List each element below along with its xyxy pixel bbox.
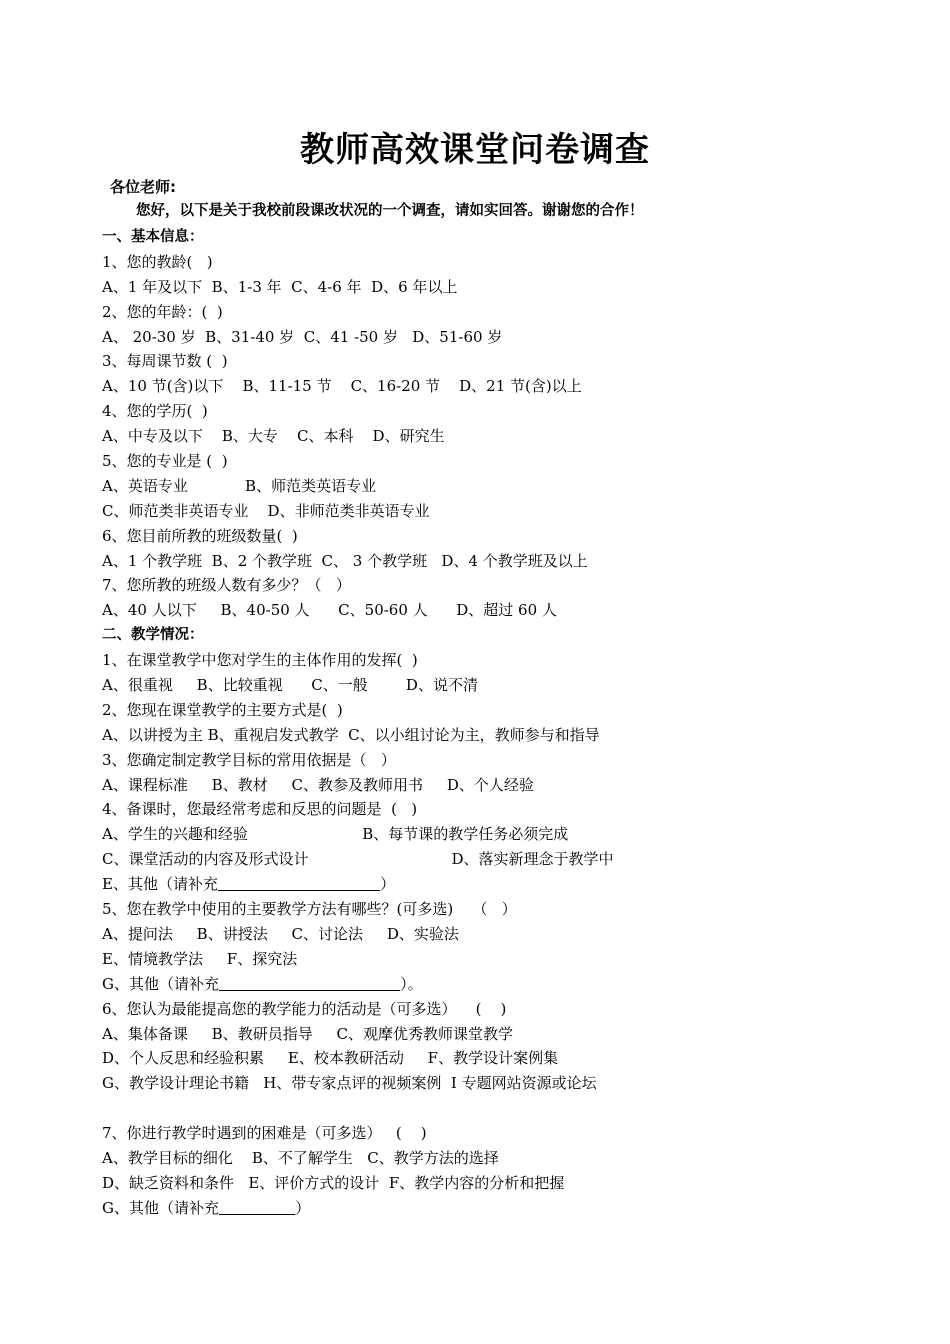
survey-line: A、1 个教学班 B、2 个教学班 C、 3 个教学班 D、4 个教学班及以上	[102, 551, 588, 570]
fill-in-label: G、其他（请补充	[102, 974, 219, 993]
survey-line: D、个人反思和经验积累 E、校本教研活动 F、教学设计案例集	[102, 1049, 559, 1068]
survey-line: 7、您所教的班级人数有多少？（ ）	[102, 576, 351, 595]
survey-line: G、教学设计理论书籍 H、带专家点评的视频案例 I 专题网站资源或论坛	[102, 1074, 597, 1093]
section-heading: 二、教学情况：	[102, 627, 204, 644]
survey-line: 4、备课时，您最经常考虑和反思的问题是 ( )	[102, 800, 418, 819]
survey-line: 3、每周课节数 ( )	[102, 352, 228, 371]
survey-line: D、缺乏资料和条件 E、评价方式的设计 F、教学内容的分析和把握	[102, 1173, 565, 1192]
survey-line: 5、您在教学中使用的主要教学方法有哪些？(可多选) （ ）	[102, 900, 517, 919]
survey-line: A、提问法 B、讲授法 C、讨论法 D、实验法	[102, 924, 459, 943]
survey-line: A、英语专业 B、师范类英语专业	[102, 476, 377, 495]
survey-line: A、 20-30 岁 B、31-40 岁 C、41 -50 岁 D、51-60 岁	[102, 327, 503, 346]
survey-line: A、中专及以下 B、大专 C、本科 D、研究生	[102, 427, 445, 446]
survey-line: E、情境教学法 F、探究法	[102, 949, 298, 968]
survey-line: A、40 人以下 B、40-50 人 C、50-60 人 D、超过 60 人	[102, 601, 557, 620]
survey-line: A、学生的兴趣和经验 B、每节课的教学任务必须完成	[102, 825, 569, 844]
survey-line: A、课程标准 B、教材 C、教参及教师用书 D、个人经验	[102, 775, 534, 794]
fill-in-blank[interactable]	[219, 1199, 295, 1217]
fill-in-close: ）	[295, 1198, 311, 1217]
survey-line: C、师范类非英语专业 D、非师范类非英语专业	[102, 501, 430, 520]
survey-line: 2、您现在课堂教学的主要方式是( )	[102, 700, 343, 719]
fill-in-label: E、其他（请补充	[102, 875, 218, 894]
fill-in-label: G、其他（请补充	[102, 1198, 219, 1217]
survey-line: 6、您目前所教的班级数量( )	[102, 526, 298, 545]
fill-in-blank[interactable]	[218, 875, 380, 893]
survey-line: A、1 年及以下 B、1-3 年 C、4-6 年 D、6 年以上	[102, 277, 458, 296]
survey-line: 4、您的学历( )	[102, 402, 208, 421]
fill-in-line	[102, 1196, 902, 1221]
greeting: 各位老师:	[110, 178, 176, 196]
fill-in-blank[interactable]	[219, 975, 400, 993]
survey-line: 7、你进行教学时遇到的困难是（可多选） ( )	[102, 1124, 427, 1143]
survey-line: A、教学目标的细化 B、不了解学生 C、教学方法的选择	[102, 1148, 499, 1167]
page-title: 教师高效课堂问卷调查	[300, 130, 650, 170]
section-heading: 一、基本信息：	[102, 229, 204, 245]
intro-text: 您好，以下是关于我校前段课改状况的一个调查，请如实回答。谢谢您的合作！	[136, 203, 644, 219]
survey-line: A、以讲授为主 B、重视启发式教学 C、以小组讨论为主，教师参与和指导	[102, 725, 600, 744]
fill-in-line	[102, 872, 902, 897]
survey-line: A、10 节(含)以下 B、11-15 节 C、16-20 节 D、21 节(含)以上	[102, 377, 582, 396]
survey-line: 6、您认为最能提高您的教学能力的活动是（可多选） ( )	[102, 999, 507, 1018]
blank-line	[102, 1096, 902, 1121]
survey-line: A、很重视 B、比较重视 C、一般 D、说不清	[102, 676, 478, 695]
fill-in-close: ）。	[400, 974, 423, 993]
survey-line: 1、您的教龄( )	[102, 252, 213, 271]
survey-line: 2、您的年龄：( )	[102, 302, 223, 321]
survey-line: A、集体备课 B、教研员指导 C、观摩优秀教师课堂教学	[102, 1024, 514, 1043]
fill-in-close: ）	[380, 875, 396, 894]
survey-line: 5、您的专业是 ( )	[102, 452, 228, 471]
survey-line: 3、您确定制定教学目标的常用依据是（ ）	[102, 750, 396, 769]
survey-line: C、课堂活动的内容及形式设计 D、落实新理念于教学中	[102, 850, 614, 869]
questionnaire-body	[102, 225, 902, 1221]
fill-in-line	[102, 972, 902, 997]
survey-line: 1、在课堂教学中您对学生的主体作用的发挥( )	[102, 651, 418, 670]
